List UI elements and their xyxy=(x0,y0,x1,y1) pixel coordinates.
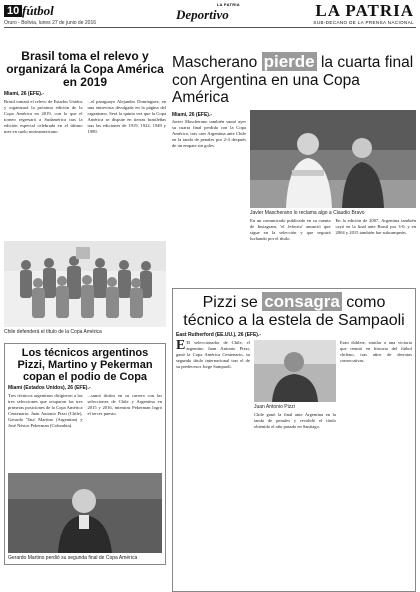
masthead xyxy=(313,2,414,25)
article-mascherano-caption: Javier Mascherano lo reclama algo a Claudio Bravo xyxy=(250,210,365,216)
article-tecnicos-title: Los técnicos argentinos Pizzi, Martino y Pekerman copan el podio de Copa xyxy=(17,347,153,383)
article-mascherano-title-pre: Mascherano xyxy=(172,54,262,71)
article-brasil-byline: Miami, 26 (EFE).- xyxy=(4,91,45,97)
article-brasil-title: Brasil toma el relevo y organizará la Copa América en 2019 xyxy=(6,49,164,89)
article-pizzi-title xyxy=(176,292,412,330)
article-tecnicos-byline: Miami (Estados Unidos), 26 (EFE).- xyxy=(8,385,91,391)
dateline: Oruro - Bolivia, lunes 27 de junio de 2016 xyxy=(4,20,97,26)
article-tecnicos-photo xyxy=(8,473,162,553)
article-brasil-body-col2: ...el paraguayo Alejandro Domínguez, en una entrevista divulgada en la página del organismo. Será la quinta vez que la Copa América se dispute en tierras brasileñas tras las ediciones de 1919, 1922, 1949 y 1989. xyxy=(87,99,166,134)
article-tecnicos-caption: Gerardo Martino perdió su segunda final de Copa América xyxy=(8,555,138,561)
article-pizzi-title-post: como técnico a la estela de Sampaoli xyxy=(183,294,405,329)
article-pizzi-dropcap: E xyxy=(176,338,186,353)
article-pizzi-body-col3: Eran doblete, similar a una victoria que reunió en historia del fútbol chileno, tras años de derrotas consecutivas. xyxy=(339,340,412,363)
article-tecnicos-body-col1: Tres técnicos argentinos dirigieron a las tres selecciones que ocuparon las tres primeras posiciones de la Copa América Centenario: Juan Antonio Pizzi (Chile), Gerardo 'Tata' Martino (Argentina) y José Néstor Pekerman (Colombia). xyxy=(8,393,83,428)
deportivo-logo-name: Deportivo xyxy=(176,7,229,22)
left-column xyxy=(4,30,166,565)
paper-name: LA PATRIA xyxy=(315,1,414,20)
deportivo-logo-top: LA PATRIA xyxy=(216,2,240,7)
article-mascherano xyxy=(172,52,416,282)
article-mascherano-body-col2: En un comunicado publicado en su cuenta de Instagram, 'el Jefecito' anunció que sigue en la selección y que seguirá luchando por el título. xyxy=(250,218,331,241)
section-label: fútbol xyxy=(22,3,54,18)
paper-subtitle: SUB-DECANO DE LA PRENSA NACIONAL xyxy=(313,20,414,25)
article-brasil-caption: Chile defenderá el título de la Copa América xyxy=(4,329,102,335)
article-mascherano-photo xyxy=(250,110,416,208)
article-pizzi-caption: Juan Antonio Pizzi xyxy=(253,404,295,410)
header-rule xyxy=(4,27,416,28)
article-brasil-body-col1: Brasil tomará el relevo de Estados Unidos y organizará la próxima edición de la Copa América en 2019, con lo que el torneo regresará a Sudamérica tras la edición especial celebrada en el último mes en suelo norteamericano. xyxy=(4,99,83,134)
article-pizzi xyxy=(172,288,416,592)
article-brasil xyxy=(4,50,166,335)
article-mascherano-title-post: la cuarta final con Argentina en una Copa América xyxy=(172,54,414,106)
page-number: 10 xyxy=(4,5,22,17)
article-pizzi-body-col1 xyxy=(176,340,250,568)
article-pizzi-byline: East Rutherford (EE.UU.), 26 (EFE).- xyxy=(176,332,262,338)
deportivo-logo xyxy=(176,2,240,26)
article-tecnicos xyxy=(4,343,166,565)
article-mascherano-body-col3: En la edición de 2007, Argentina también cayó en la final ante Brasil por 3-0, y en 2004 y 2015 también fue subcampeón. xyxy=(335,218,416,235)
main-area xyxy=(172,30,416,592)
article-pizzi-title-highlight: consagra xyxy=(264,292,340,311)
article-brasil-photo xyxy=(4,241,166,327)
article-tecnicos-body-col2: ...sumó títulos en su carrera con las selecciones de Chile y Argentina en 2015 y 2016, mientras Pekerman logró el tercer puesto. xyxy=(87,393,162,416)
article-mascherano-body-col1: Javier Mascherano también sumó ayer su cuarta final perdida con la Copa América, tras caer Argentina ante Chile en la tanda de penales por 2-4 después de un empate sin goles. xyxy=(172,119,246,148)
article-pizzi-body-col2: Chile ganó la final ante Argentina en la tanda de penales y revalidó el título obtenido el año pasado en Santiago. xyxy=(253,412,336,429)
article-mascherano-byline: Miami, 26 (EFE).- xyxy=(172,112,213,118)
article-mascherano-title xyxy=(172,52,416,106)
article-pizzi-photo xyxy=(254,340,336,402)
article-pizzi-title-pre: Pizzi se xyxy=(202,294,263,311)
article-pizzi-body-col1-text: El seleccionador de Chile, el argentino Juan Antonio Pizzi, ganó la Copa América Centenario, su segundo título internacional tras el de su predecesor Jorge Sampaoli. xyxy=(176,340,250,369)
article-mascherano-title-highlight: pierde xyxy=(263,52,315,71)
